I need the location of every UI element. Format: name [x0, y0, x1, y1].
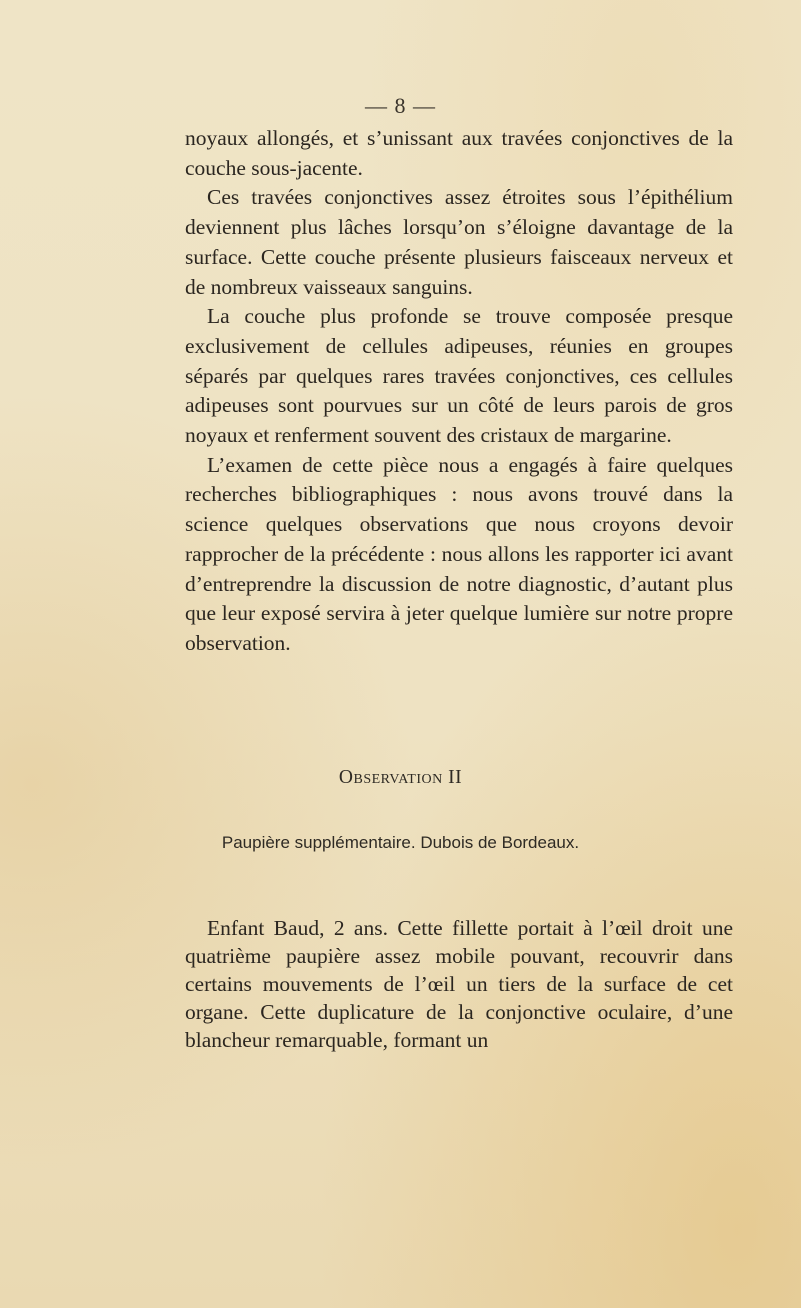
- paragraph: La couche plus profonde se trouve composée presque exclusivement de cellules adipeuses, réunies en groupes séparés par quelques rares travées conjonctives, ces cellules adipeuses sont pourvues sur un côté de leurs parois de gros noyaux et renferment souvent des cristaux de margarine.: [185, 304, 733, 448]
- paragraph: Ces travées conjonctives assez étroites sous l’épithélium deviennent plus lâches lorsqu’on s’éloigne davantage de la surface. Cette couche présente plusieurs faisceaux nerveux et de nombreux vaisseaux sanguins.: [185, 185, 733, 299]
- body-text-bottom: [185, 914, 733, 1054]
- paragraph: Enfant Baud, 2 ans. Cette fillette portait à l’œil droit une quatrième paupière assez mobile pouvant, recouvrir dans certains mouvements de l’œil un tiers de la surface de cet organe. Cette duplicature de la conjonctive oculaire, d’une blancheur remarquable, formant un: [185, 916, 733, 1052]
- observation-subtitle: Paupière supplémentaire. Dubois de Bordeaux.: [221, 833, 580, 852]
- observation-heading-text: Observation II: [338, 767, 463, 788]
- paragraph: L’examen de cette pièce nous a engagés à faire quelques recherches bibliographiques : nous avons trouvé dans la science quelques observations que nous croyons devoir rapprocher de la précédente : nous allons les rapporter ici avant d’entreprendre la discussion de notre diagnostic, d’autant plus que leur exposé servira à jeter quelque lumière sur notre propre observation.: [185, 452, 733, 655]
- body-text-top: [185, 124, 733, 659]
- paragraph: noyaux allongés, et s’unissant aux travées conjonctives de la couche sous-jacente.: [185, 126, 733, 180]
- page-number: — 8 —: [365, 93, 436, 118]
- observation-heading: [0, 767, 801, 789]
